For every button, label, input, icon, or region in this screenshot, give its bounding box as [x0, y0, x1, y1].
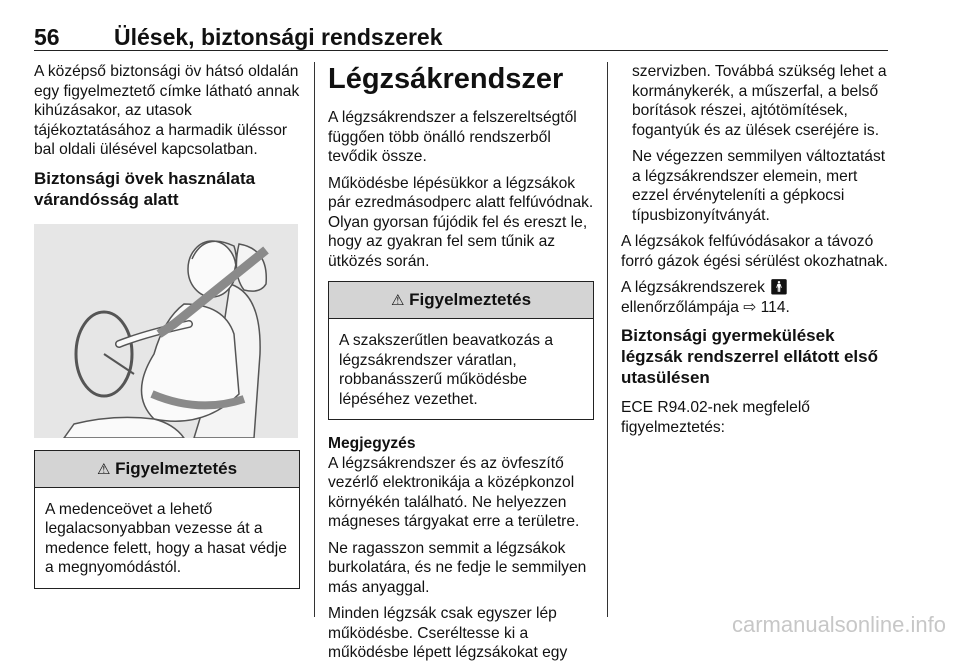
airbag-indicator-icon: 🚹︎ [769, 279, 789, 296]
warning-triangle-icon: ⚠ [96, 460, 111, 478]
continued-paragraph-1: szervizben. Továbbá szükség lehet a kormánykerék, a műszerfal, a belső borítások részei, ajtótömítések, fogantyúk és az ülések cseréjére is. [632, 63, 887, 139]
airbag-paragraph-1: A légzsákrendszer a felszereltségtől függően több önálló rendszerből tevődik össze. [328, 109, 577, 165]
intro-paragraph: A középső biztonsági öv hátsó oldalán egy figyelmeztető címke látható annak kihúzásakor, az utasok tájékoztatásához a harmadik üléssor bal oldali ülésével kapcsolatban. [34, 63, 300, 158]
page-reference-arrow-icon: ⇨ [743, 298, 757, 316]
warning-title: Figyelmeztetés [115, 458, 238, 478]
warning-header [35, 451, 299, 488]
column-2 [328, 62, 594, 670]
warning-text: A szakszerűtlen beavatkozás a légzsákrendszer váratlan, robbanásszerű működésbe lépéséhez vezethet. [339, 332, 554, 408]
continued-paragraph-2: Ne végezzen semmilyen változtatást a légzsákrendszer elemein, mert ezzel érvényteleníti a gépkocsi típusbizonyítványát. [632, 148, 886, 224]
indicator-text-a: A légzsákrendszerek [621, 279, 765, 296]
column-divider-1 [314, 62, 315, 617]
indicator-paragraph [621, 278, 891, 317]
section-heading-pregnancy: Biztonsági övek használata várandósság alatt [34, 168, 256, 209]
warning-box-airbag [328, 281, 594, 420]
warning-header [329, 282, 593, 319]
page-reference-link[interactable]: 114. [760, 298, 790, 316]
indicator-text-b: ellenőrzőlámpája [621, 298, 739, 316]
column-3 [621, 62, 891, 444]
page-header [34, 20, 888, 51]
watermark: carmanualsonline.info [731, 612, 946, 637]
warning-body [329, 319, 593, 419]
warning-body [35, 488, 299, 588]
section-heading-airbag: Légzsákrendszer [328, 63, 564, 95]
page-number: 56 [34, 24, 60, 50]
page-title: Ülések, biztonsági rendszerek [114, 24, 443, 50]
airbag-paragraph-2: Működésbe lépésükkor a légzsákok pár ezredmásodperc alatt felfúvódnak. Olyan gyorsan fújódik fel és ereszt le, hogy az gyakran fel sem tűnik az ütközés során. [328, 174, 594, 270]
illustration-graphic [34, 224, 298, 438]
ece-paragraph: ECE R94.02-nek megfelelő figyelmeztetés: [621, 399, 810, 436]
note-paragraph-2: Ne ragasszon semmit a légzsákok burkolatára, és ne fedje le semmilyen más anyaggal. [328, 539, 587, 596]
warning-title: Figyelmeztetés [409, 290, 532, 309]
note-paragraph-1: A légzsákrendszer és az övfeszítő vezérlő elektronikája a középkonzol környékén található. Ne helyezzen mágneses tárgyakat erre a területre. [328, 454, 580, 530]
pregnant-seatbelt-illustration [34, 224, 298, 438]
section-heading-child-seats: Biztonsági gyermekülések légzsák rendszerrel ellátott első utasülésen [621, 326, 878, 387]
note-title: Megjegyzés [328, 435, 416, 452]
hot-gas-paragraph: A légzsákok felfúvódásakor a távozó forró gázok égési sérülést okozhatnak. [621, 233, 888, 270]
column-divider-2 [607, 62, 608, 617]
note-paragraph-3: Minden légzsák csak egyszer lép működésbe. Cseréltesse ki a működésbe lépett légzsákokat egy [328, 605, 568, 661]
warning-box-pregnancy [34, 450, 300, 589]
warning-text: A medenceövet a lehető legalacsonyabban vezesse át a medence felett, hogy a hasat védje a megnyomódástól. [45, 500, 287, 576]
warning-triangle-icon: ⚠ [390, 292, 405, 309]
column-1 [34, 62, 300, 589]
